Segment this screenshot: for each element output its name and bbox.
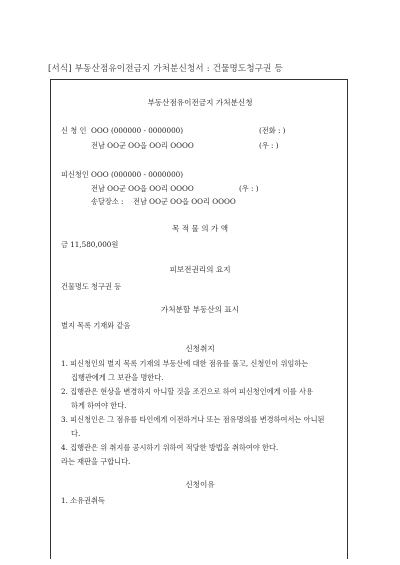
document-box [50,79,348,559]
respondent-name: OOO (000000 - 0000000) [91,170,184,179]
respondent-address: 전남 OO군 OO읍 OO리 OOOO [91,184,194,193]
value-title: 목 적 물 의 가 액 [171,224,229,233]
delivery-address: 전남 OO군 OO읍 OO리 OOOO [133,197,236,206]
reason-title: 신청이유 [185,480,215,489]
purpose-title: 신청취지 [185,344,215,353]
purpose-line: 1. 피신청인의 별지 목록 기재의 부동산에 대한 점유를 풀고, 신청인이 위임하는 [61,359,309,368]
purpose-line: 3. 피신청인은 그 점유를 타인에게 이전하거나 또는 점유명의를 변경하여서는 아니된 [61,415,325,424]
document-header: [서식] 부동산점유이전금지 가처분신청서 : 건물명도청구권 등 [48,64,283,74]
property-title: 가처분할 부동산의 표시 [160,305,240,314]
delivery-label: 송달장소 : [91,197,124,206]
respondent-label: 피신청인 [61,170,89,179]
purpose-line: 다. [71,429,81,438]
purpose-line: 집행관에게 그 보관을 명한다. [71,373,164,382]
applicant-name: OOO (000000 - 0000000) [91,126,184,135]
purpose-line: 하게 하여야 한다. [71,401,127,410]
document-title: 부동산점유이전금지 가처분신청 [147,98,253,107]
purpose-line: 4. 집행관은 위 취지를 공시하기 위하여 적당한 방법을 취하여야 한다. [61,443,279,452]
purpose-line: 2. 집행관은 현상을 변경하지 아니할 것을 조건으로 하여 피신청인에게 이를 사용 [61,387,313,396]
reason-item: 1. 소유권취득 [61,496,105,505]
applicant-phone: (전화 : ) [259,126,286,135]
property-text: 별지 목록 기재와 같음 [61,321,131,330]
applicant-address: 전남 OO군 OO읍 OO리 OOOO [91,141,194,150]
purpose-line: 라는 재판을 구합니다. [61,457,131,466]
respondent-postal: (우 : ) [239,184,259,193]
value-amount: 금 11,580,000원 [61,240,119,249]
applicant-postal: (우 : ) [259,141,279,150]
right-title: 피보전권리의 요지 [169,265,231,274]
applicant-label: 신 청 인 [61,126,87,135]
right-text: 건물명도 청구권 등 [61,282,122,291]
